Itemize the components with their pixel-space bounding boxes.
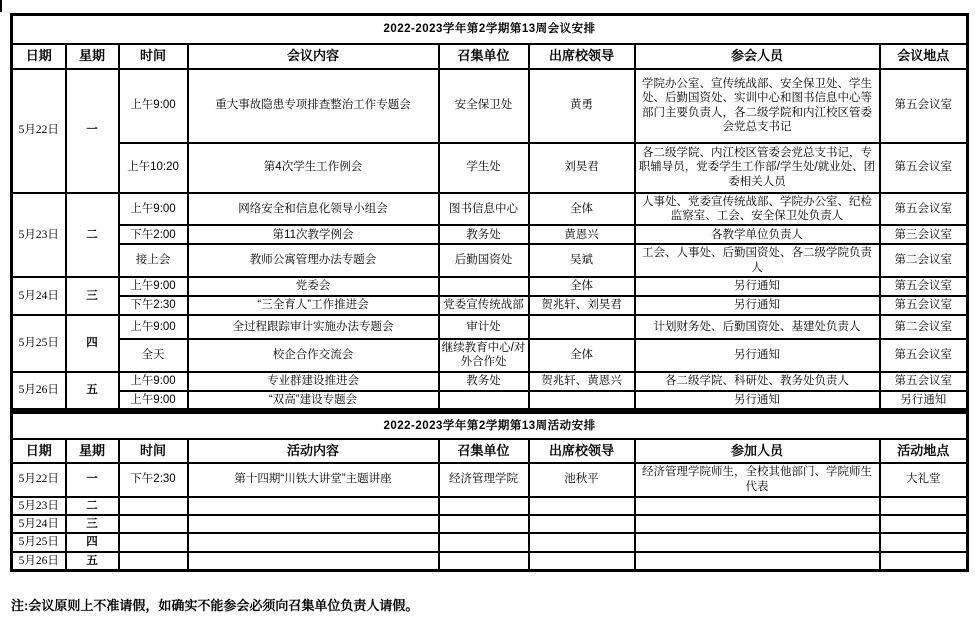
time-cell bbox=[119, 552, 188, 571]
col-header: 活动内容 bbox=[188, 439, 439, 463]
convener-cell: 党委宣传统战部 bbox=[439, 296, 529, 315]
location-cell: 第五会议室 bbox=[880, 69, 968, 143]
time-cell bbox=[119, 515, 188, 533]
footnote: 注:会议原则上不准请假，如确实不能参会必须向召集单位负责人请假。 bbox=[11, 598, 419, 613]
content-cell bbox=[188, 533, 439, 551]
col-header: 星期 bbox=[66, 44, 119, 69]
activity-schedule-table bbox=[10, 411, 969, 572]
participants-cell: 经济管理学院师生，全校其他部门、学院师生代表 bbox=[635, 463, 880, 497]
col-header: 星期 bbox=[66, 439, 119, 463]
participants-cell: 工会、人事处、后勤国资处、各二级学院负责人 bbox=[635, 244, 880, 277]
table-row bbox=[12, 552, 968, 571]
col-header: 参会人员 bbox=[635, 44, 880, 69]
date-cell: 5月22日 bbox=[12, 69, 66, 193]
table-row bbox=[12, 296, 968, 315]
time-cell bbox=[119, 533, 188, 551]
weekday-cell: 三 bbox=[66, 515, 119, 533]
col-header: 出席校领导 bbox=[529, 44, 635, 69]
table-row bbox=[12, 277, 968, 296]
col-header: 会议内容 bbox=[188, 44, 439, 69]
time-cell: 上午9:00 bbox=[119, 391, 188, 410]
schedule-document bbox=[10, 13, 966, 572]
date-cell: 5月26日 bbox=[12, 372, 66, 410]
table-row bbox=[12, 315, 968, 339]
col-header: 会议地点 bbox=[880, 44, 968, 69]
leader-cell bbox=[529, 497, 635, 515]
time-cell: 上午9:00 bbox=[119, 315, 188, 339]
time-cell: 上午9:00 bbox=[119, 372, 188, 391]
col-header: 召集单位 bbox=[439, 44, 529, 69]
table-row bbox=[12, 372, 968, 391]
convener-cell bbox=[439, 552, 529, 571]
leader-cell: 吴斌 bbox=[529, 244, 635, 277]
leader-cell: 全体 bbox=[529, 339, 635, 372]
participants-cell: 计划财务处、后勤国资处、基建处负责人 bbox=[635, 315, 880, 339]
time-cell: 上午9:00 bbox=[119, 277, 188, 296]
location-cell bbox=[880, 497, 968, 515]
leader-cell bbox=[529, 515, 635, 533]
time-cell: 上午10:20 bbox=[119, 143, 188, 193]
time-cell: 上午9:00 bbox=[119, 69, 188, 143]
leader-cell: 全体 bbox=[529, 277, 635, 296]
table-row bbox=[12, 463, 968, 497]
table-title-row bbox=[12, 413, 968, 439]
table-row bbox=[12, 244, 968, 277]
table-title-row bbox=[12, 15, 968, 44]
time-cell: 下午2:30 bbox=[119, 296, 188, 315]
table-row bbox=[12, 515, 968, 533]
location-cell: 第五会议室 bbox=[880, 143, 968, 193]
time-cell: 上午9:00 bbox=[119, 193, 188, 226]
col-header: 出席校领导 bbox=[529, 439, 635, 463]
location-cell: 第二会议室 bbox=[880, 315, 968, 339]
location-cell: 第五会议室 bbox=[880, 372, 968, 391]
leader-cell: 池秋平 bbox=[529, 463, 635, 497]
participants-cell bbox=[635, 552, 880, 571]
col-header: 召集单位 bbox=[439, 439, 529, 463]
convener-cell bbox=[439, 515, 529, 533]
content-cell: “双高”建设专题会 bbox=[188, 391, 439, 410]
content-cell: 重大事故隐患专项排查整治工作专题会 bbox=[188, 69, 439, 143]
participants-cell: 另行通知 bbox=[635, 296, 880, 315]
time-cell: 全天 bbox=[119, 339, 188, 372]
location-cell: 第五会议室 bbox=[880, 339, 968, 372]
location-cell bbox=[880, 552, 968, 571]
convener-cell: 教务处 bbox=[439, 372, 529, 391]
meeting-schedule-table bbox=[10, 13, 969, 411]
participants-cell bbox=[635, 497, 880, 515]
convener-cell bbox=[439, 277, 529, 296]
date-cell: 5月23日 bbox=[12, 193, 66, 278]
participants-cell: 另行通知 bbox=[635, 277, 880, 296]
col-header: 日期 bbox=[12, 44, 66, 69]
participants-cell: 另行通知 bbox=[635, 339, 880, 372]
location-cell: 第五会议室 bbox=[880, 296, 968, 315]
participants-cell: 各教学单位负责人 bbox=[635, 225, 880, 244]
table-row bbox=[12, 193, 968, 226]
time-cell: 下午2:00 bbox=[119, 225, 188, 244]
leader-cell bbox=[529, 552, 635, 571]
content-cell bbox=[188, 552, 439, 571]
convener-cell: 审计处 bbox=[439, 315, 529, 339]
convener-cell bbox=[439, 391, 529, 410]
time-cell bbox=[119, 497, 188, 515]
weekday-cell: 五 bbox=[66, 372, 119, 410]
leader-cell: 黄勇 bbox=[529, 69, 635, 143]
meeting-schedule-section bbox=[10, 13, 966, 411]
date-cell: 5月24日 bbox=[12, 277, 66, 315]
convener-cell bbox=[439, 497, 529, 515]
weekday-cell: 四 bbox=[66, 315, 119, 372]
col-header: 时间 bbox=[119, 44, 188, 69]
convener-cell: 安全保卫处 bbox=[439, 69, 529, 143]
content-cell: 第4次学生工作例会 bbox=[188, 143, 439, 193]
time-cell: 下午2:30 bbox=[119, 463, 188, 497]
table-row bbox=[12, 391, 968, 410]
col-header: 活动地点 bbox=[880, 439, 968, 463]
content-cell: 网络安全和信息化领导小组会 bbox=[188, 193, 439, 226]
participants-cell: 学院办公室、宣传统战部、安全保卫处、学生处、后勤国资处、实训中心和图书信息中心等部门主要负责人，各二级学院和内江校区管委会党总支书记 bbox=[635, 69, 880, 143]
table-row bbox=[12, 225, 968, 244]
leader-cell bbox=[529, 315, 635, 339]
participants-cell bbox=[635, 533, 880, 551]
table-row bbox=[12, 497, 968, 515]
col-header: 时间 bbox=[119, 439, 188, 463]
weekday-cell: 四 bbox=[66, 533, 119, 551]
leader-cell: 黄恩兴 bbox=[529, 225, 635, 244]
participants-cell: 各二级学院、科研处、教务处负责人 bbox=[635, 372, 880, 391]
activity-schedule-section bbox=[10, 411, 966, 572]
location-cell: 第五会议室 bbox=[880, 277, 968, 296]
table-row bbox=[12, 69, 968, 143]
col-header: 参加人员 bbox=[635, 439, 880, 463]
leader-cell: 贺兆轩、刘昊君 bbox=[529, 296, 635, 315]
location-cell: 第三会议室 bbox=[880, 225, 968, 244]
convener-cell: 继续教育中心/对外合作处 bbox=[439, 339, 529, 372]
leader-cell: 刘昊君 bbox=[529, 143, 635, 193]
table-row bbox=[12, 143, 968, 193]
sheet-edge-mark bbox=[0, 0, 2, 12]
location-cell bbox=[880, 515, 968, 533]
convener-cell bbox=[439, 533, 529, 551]
content-cell: “三全育人”工作推进会 bbox=[188, 296, 439, 315]
table-row bbox=[12, 339, 968, 372]
date-cell: 5月24日 bbox=[12, 515, 66, 533]
weekday-cell: 三 bbox=[66, 277, 119, 315]
date-cell: 5月26日 bbox=[12, 552, 66, 571]
location-cell: 第二会议室 bbox=[880, 244, 968, 277]
weekday-cell: 二 bbox=[66, 193, 119, 278]
convener-cell: 图书信息中心 bbox=[439, 193, 529, 226]
convener-cell: 教务处 bbox=[439, 225, 529, 244]
leader-cell: 贺兆轩、黄恩兴 bbox=[529, 372, 635, 391]
content-cell: 第11次教学例会 bbox=[188, 225, 439, 244]
table-header-row bbox=[12, 44, 968, 69]
table-row bbox=[12, 533, 968, 551]
weekday-cell: 五 bbox=[66, 552, 119, 571]
convener-cell: 学生处 bbox=[439, 143, 529, 193]
location-cell bbox=[880, 533, 968, 551]
participants-cell: 人事处、党委宣传统战部、学院办公室、纪检监察室、工会、安全保卫处负责人 bbox=[635, 193, 880, 226]
content-cell bbox=[188, 515, 439, 533]
date-cell: 5月25日 bbox=[12, 533, 66, 551]
time-cell: 接上会 bbox=[119, 244, 188, 277]
table-title: 2022-2023学年第2学期第13周会议安排 bbox=[12, 15, 968, 44]
location-cell: 大礼堂 bbox=[880, 463, 968, 497]
content-cell: 教师公寓管理办法专题会 bbox=[188, 244, 439, 277]
participants-cell: 各二级学院、内江校区管委会党总支书记，专职辅导员，党委学生工作部/学生处/就业处、团委相关人员 bbox=[635, 143, 880, 193]
weekday-cell: 一 bbox=[66, 69, 119, 193]
date-cell: 5月23日 bbox=[12, 497, 66, 515]
convener-cell: 后勤国资处 bbox=[439, 244, 529, 277]
content-cell: 第十四期“川铁大讲堂”主题讲座 bbox=[188, 463, 439, 497]
content-cell bbox=[188, 497, 439, 515]
leader-cell: 全体 bbox=[529, 193, 635, 226]
participants-cell: 另行通知 bbox=[635, 391, 880, 410]
date-cell: 5月22日 bbox=[12, 463, 66, 497]
leader-cell bbox=[529, 391, 635, 410]
location-cell: 另行通知 bbox=[880, 391, 968, 410]
weekday-cell: 一 bbox=[66, 463, 119, 497]
weekday-cell: 二 bbox=[66, 497, 119, 515]
table-header-row bbox=[12, 439, 968, 463]
location-cell: 第五会议室 bbox=[880, 193, 968, 226]
content-cell: 党委会 bbox=[188, 277, 439, 296]
content-cell: 全过程跟踪审计实施办法专题会 bbox=[188, 315, 439, 339]
convener-cell: 经济管理学院 bbox=[439, 463, 529, 497]
participants-cell bbox=[635, 515, 880, 533]
content-cell: 专业群建设推进会 bbox=[188, 372, 439, 391]
leader-cell bbox=[529, 533, 635, 551]
col-header: 日期 bbox=[12, 439, 66, 463]
content-cell: 校企合作交流会 bbox=[188, 339, 439, 372]
table-title: 2022-2023学年第2学期第13周活动安排 bbox=[12, 413, 968, 439]
date-cell: 5月25日 bbox=[12, 315, 66, 372]
